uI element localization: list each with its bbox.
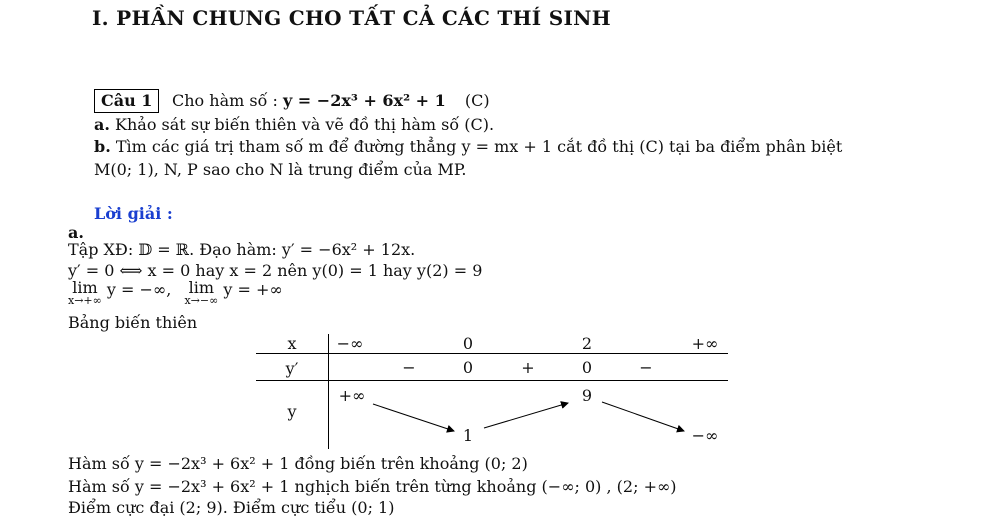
part-b-text-2: M(0; 1), N, P sao cho N là trung điểm của MP. <box>94 160 467 179</box>
lim-word-2: lim <box>188 278 215 297</box>
decreasing-arrow <box>373 404 454 431</box>
x-value: +∞ <box>691 334 719 353</box>
x-value: 0 <box>462 334 474 353</box>
domain-derivative-line: Tập XĐ: 𝔻 = ℝ. Đạo hàm: y′ = −6x² + 12x. <box>68 240 416 259</box>
row-label-yprime: y′ <box>285 359 299 378</box>
conclusion-extrema: Điểm cực đại (2; 9). Điểm cực tiểu (0; 1) <box>68 498 395 517</box>
row-label-x: x <box>287 334 297 353</box>
yprime-sign: 0 <box>581 358 593 377</box>
question-label: Câu 1 <box>94 89 159 113</box>
y-value: 9 <box>581 386 593 405</box>
yprime-sign: − <box>402 358 416 377</box>
part-a-text: Khảo sát sự biến thiên và vẽ đồ thị hàm số (C). <box>115 115 495 134</box>
lim-sub-1: x→+∞ <box>68 294 102 307</box>
question-intro: Cho hàm số : <box>172 91 278 110</box>
x-value: −∞ <box>336 334 364 353</box>
row-label-y: y <box>287 402 297 421</box>
limit-value-1: y = −∞, <box>106 280 172 299</box>
x-value: 2 <box>581 334 593 353</box>
lim-sub-2: x→−∞ <box>184 294 219 307</box>
part-a-tag: a. <box>94 115 110 134</box>
conclusion-decreasing: Hàm số y = −2x³ + 6x² + 1 nghịch biến trên từng khoảng (−∞; 0) , (2; +∞) <box>68 477 677 496</box>
limit-value-2: y = +∞ <box>223 280 283 299</box>
decreasing-arrow <box>602 402 684 431</box>
curve-name: (C) <box>464 91 490 110</box>
critical-points-line: y′ = 0 ⟺ x = 0 hay x = 2 nên y(0) = 1 hay y(2) = 9 <box>68 261 483 280</box>
y-value: −∞ <box>691 426 719 445</box>
part-b-tag: b. <box>94 137 111 156</box>
function-formula: y = −2x³ + 6x² + 1 <box>282 91 446 110</box>
y-value: +∞ <box>338 386 366 405</box>
part-b-text-1: Tìm các giá trị tham số m để đường thẳng y = mx + 1 cắt đồ thị (C) tại ba điểm phân biệt <box>115 137 843 156</box>
yprime-sign: 0 <box>462 358 474 377</box>
conclusion-increasing: Hàm số y = −2x³ + 6x² + 1 đồng biến trên khoảng (0; 2) <box>68 454 528 473</box>
section-heading: I. PHẦN CHUNG CHO TẤT CẢ CÁC THÍ SINH <box>92 6 611 30</box>
table-caption: Bảng biến thiên <box>68 313 198 332</box>
solution-part-tag: a. <box>68 223 84 242</box>
yprime-sign: − <box>639 358 653 377</box>
yprime-sign: + <box>521 358 535 377</box>
solution-title: Lời giải : <box>94 204 173 223</box>
y-value: 1 <box>462 426 474 445</box>
lim-word-1: lim <box>72 278 98 297</box>
increasing-arrow <box>484 403 568 428</box>
